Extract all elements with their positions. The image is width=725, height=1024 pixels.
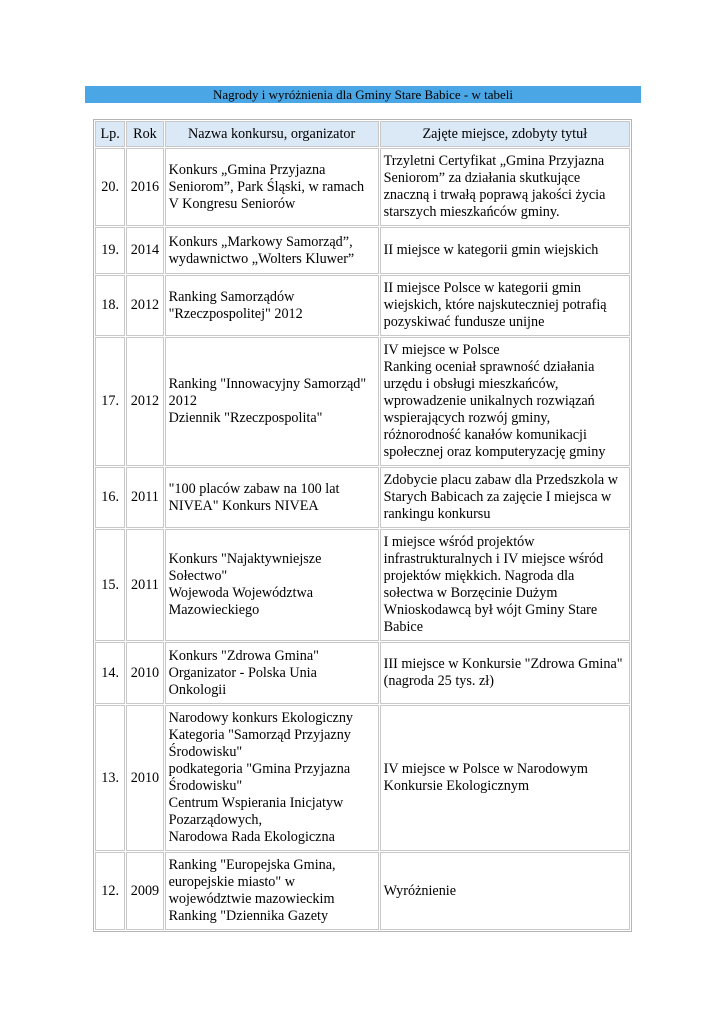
- table-row: [95, 852, 630, 930]
- cell-place: II miejsce w kategorii gmin wiejskich: [380, 227, 630, 274]
- cell-name: Ranking Samorządów "Rzeczpospolitej" 2012: [165, 275, 379, 336]
- cell-lp: 19.: [95, 227, 125, 274]
- cell-year: 2010: [126, 705, 163, 851]
- table-header-row: [95, 121, 630, 147]
- cell-name: Ranking "Europejska Gmina, europejskie miasto" w województwie mazowieckim Ranking "Dziennika Gazety: [165, 852, 379, 930]
- cell-lp: 13.: [95, 705, 125, 851]
- header-place: Zajęte miejsce, zdobyty tytuł: [380, 121, 630, 147]
- cell-year: 2012: [126, 337, 163, 466]
- table-row: [95, 529, 630, 641]
- cell-place: II miejsce Polsce w kategorii gmin wiejskich, które najskuteczniej potrafią pozyskiwać fundusze unijne: [380, 275, 630, 336]
- cell-place: Wyróżnienie: [380, 852, 630, 930]
- cell-lp: 12.: [95, 852, 125, 930]
- table-row: [95, 705, 630, 851]
- table-row: [95, 148, 630, 226]
- table-row: [95, 467, 630, 528]
- cell-name: Konkurs "Najaktywniejsze Sołectwo" Wojewoda Województwa Mazowieckiego: [165, 529, 379, 641]
- table-row: [95, 337, 630, 466]
- cell-lp: 14.: [95, 642, 125, 704]
- cell-year: 2010: [126, 642, 163, 704]
- cell-name: Ranking "Innowacyjny Samorząd" 2012 Dziennik "Rzeczpospolita": [165, 337, 379, 466]
- cell-year: 2011: [126, 529, 163, 641]
- header-lp: Lp.: [95, 121, 125, 147]
- cell-lp: 16.: [95, 467, 125, 528]
- cell-name: Konkurs „Gmina Przyjazna Seniorom”, Park Śląski, w ramach V Kongresu Seniorów: [165, 148, 379, 226]
- cell-place: IV miejsce w Polsce Ranking oceniał sprawność działania urzędu i obsługi mieszkańców, wprowadzenie unikalnych rozwiązań wspierających rozwój gminy, różnorodność kanałów komunikacji społecznej oraz komputeryzację gminy: [380, 337, 630, 466]
- cell-lp: 17.: [95, 337, 125, 466]
- cell-year: 2016: [126, 148, 163, 226]
- cell-place: IV miejsce w Polsce w Narodowym Konkursie Ekologicznym: [380, 705, 630, 851]
- cell-place: III miejsce w Konkursie "Zdrowa Gmina" (nagroda 25 tys. zł): [380, 642, 630, 704]
- cell-place: I miejsce wśród projektów infrastrukturalnych i IV miejsce wśród projektów miękkich. Nagroda dla sołectwa w Borzęcinie Dużym Wnioskodawcą był wójt Gminy Stare Babice: [380, 529, 630, 641]
- cell-year: 2012: [126, 275, 163, 336]
- cell-lp: 20.: [95, 148, 125, 226]
- cell-year: 2014: [126, 227, 163, 274]
- cell-name: Konkurs „Markowy Samorząd”, wydawnictwo „Wolters Kluwer”: [165, 227, 379, 274]
- cell-name: Narodowy konkurs Ekologiczny Kategoria "Samorząd Przyjazny Środowisku" podkategoria "Gmina Przyjazna Środowisku" Centrum Wspierania Inicjatyw Pozarządowych, Narodowa Rada Ekologiczna: [165, 705, 379, 851]
- cell-lp: 18.: [95, 275, 125, 336]
- cell-lp: 15.: [95, 529, 125, 641]
- table-row: [95, 642, 630, 704]
- header-name: Nazwa konkursu, organizator: [165, 121, 379, 147]
- cell-year: 2009: [126, 852, 163, 930]
- cell-place: Trzyletni Certyfikat „Gmina Przyjazna Seniorom” za działania skutkujące znaczną i trwałą poprawą jakości życia starszych mieszkańców gminy.: [380, 148, 630, 226]
- page-title: Nagrody i wyróżnienia dla Gminy Stare Babice - w tabeli: [85, 86, 641, 103]
- table-row: [95, 275, 630, 336]
- cell-place: Zdobycie placu zabaw dla Przedszkola w Starych Babicach za zajęcie I miejsca w rankingu konkursu: [380, 467, 630, 528]
- cell-name: "100 placów zabaw na 100 lat NIVEA" Konkurs NIVEA: [165, 467, 379, 528]
- awards-table: [93, 119, 632, 932]
- table-row: [95, 227, 630, 274]
- cell-name: Konkurs "Zdrowa Gmina" Organizator - Polska Unia Onkologii: [165, 642, 379, 704]
- header-year: Rok: [126, 121, 163, 147]
- cell-year: 2011: [126, 467, 163, 528]
